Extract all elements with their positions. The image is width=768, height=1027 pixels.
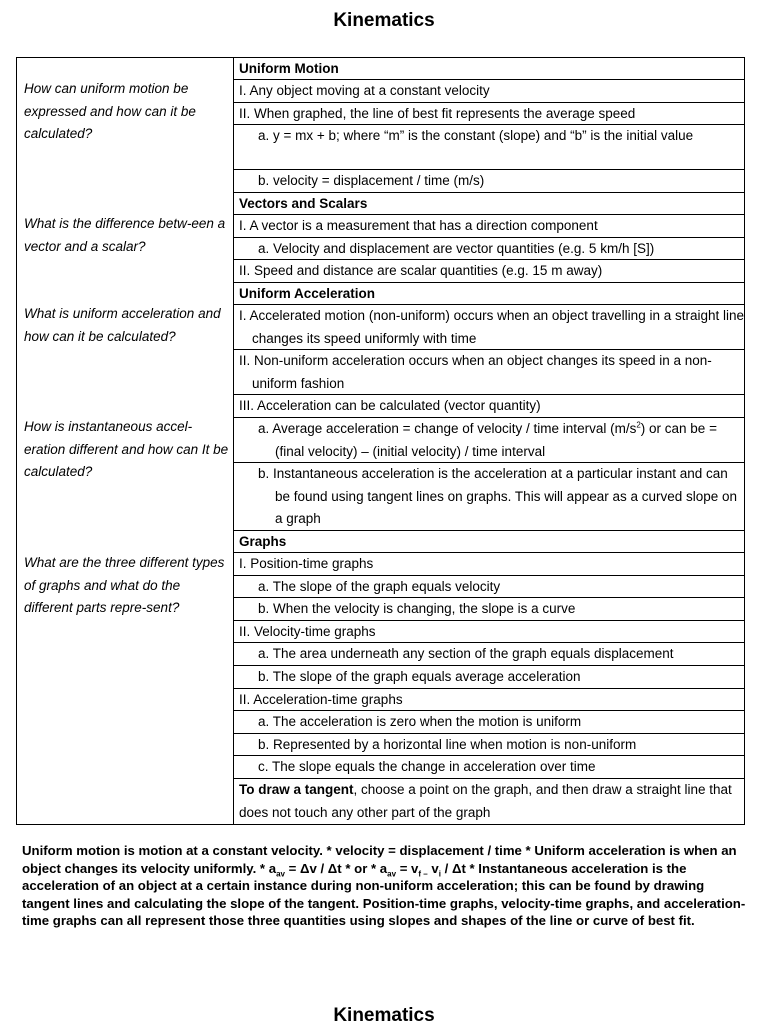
note-row: a. Average acceleration = change of velocity / time interval $(m/s^2)$ or can be = (final velocity) – (initial velocity) / time interval: [234, 418, 744, 463]
note-row: a. y = mx + b; where “m” is the constant (slope) and “b” is the initial value: [234, 125, 744, 170]
section-heading-uniform-acceleration: Uniform Acceleration: [234, 283, 744, 305]
note-row: b. velocity = displacement / time (m/s): [234, 170, 744, 193]
note-row: I. Accelerated motion (non-uniform) occurs when an object travelling in a straight line changes its speed uniformly with time: [234, 305, 744, 350]
question-vector-scalar: What is the difference betw-een a vector and a scalar?: [24, 216, 226, 254]
note-row: b. The slope of the graph equals average acceleration: [234, 666, 744, 689]
note-row: a. Velocity and displacement are vector quantities (e.g. 5 km/h [S]): [234, 238, 744, 260]
section-heading-vectors: Vectors and Scalars: [234, 193, 744, 215]
summary-paragraph: Uniform motion is motion at a constant velocity. * velocity = displacement / time * Uniform acceleration is when an object changes its velocity uniformly. * $a_{av} = \Delta v / \Delta t$ * or * $a_{av} = v_{f -}$ $v_i$ / Δt * Instantaneous acceleration is the acceleration of an object at a certain instance during non-uniform acceleration; this can be found by drawing tangent lines and calculating the slope of the tangent. Position-time graphs, velocity-time graphs, and acceleration-time graphs can all represent those three quantities using slopes and shapes of the line or curve of best fit.: [22, 843, 746, 928]
note-row: b. When the velocity is changing, the slope is a curve: [234, 598, 744, 621]
note-row: b. Represented by a horizontal line when motion is non-uniform: [234, 734, 744, 756]
question-graph-types: What are the three different types of graphs and what do the different parts repre-sent?: [24, 555, 225, 616]
question-instantaneous-acceleration: How is instantaneous accel-eration different and how can It be calculated?: [24, 419, 229, 480]
note-row: I. Position-time graphs: [234, 553, 744, 576]
note-row: II. Acceleration-time graphs: [234, 689, 744, 711]
note-row: I. Any object moving at a constant velocity: [234, 80, 744, 103]
question-uniform-acceleration: What is uniform acceleration and how can it be calculated?: [24, 306, 221, 344]
note-row: II. When graphed, the line of best fit represents the average speed: [234, 103, 744, 125]
section-heading-uniform-motion: Uniform Motion: [234, 58, 744, 80]
note-row: II. Non-uniform acceleration occurs when an object changes its speed in a non-uniform fashion: [234, 350, 744, 395]
note-row: I. A vector is a measurement that has a direction component: [234, 215, 744, 238]
questions-column: [17, 58, 234, 824]
note-row: a. The slope of the graph equals velocity: [234, 576, 744, 598]
note-row: II. Velocity-time graphs: [234, 621, 744, 643]
note-row: a. The area underneath any section of the graph equals displacement: [234, 643, 744, 666]
page-title: Kinematics: [333, 10, 435, 31]
note-row: c. The slope equals the change in acceleration over time: [234, 756, 744, 779]
note-row: b. Instantaneous acceleration is the acceleration at a particular instant and can be found using tangent lines on graphs. This will appear as a curved slope on a graph: [234, 463, 744, 531]
question-uniform-motion: How can uniform motion be expressed and how can it be calculated?: [24, 81, 196, 142]
note-row: a. The acceleration is zero when the motion is uniform: [234, 711, 744, 734]
section-heading-graphs: Graphs: [234, 531, 744, 553]
next-page-title: Kinematics: [333, 1005, 435, 1026]
note-row: II. Speed and distance are scalar quantities (e.g. 15 m away): [234, 260, 744, 283]
notes-column: [234, 58, 744, 824]
notes-table: [16, 57, 745, 825]
note-row: III. Acceleration can be calculated (vector quantity): [234, 395, 744, 418]
tangent-instruction: To draw a tangent, choose a point on the graph, and then draw a straight line that does not touch any other part of the graph: [239, 782, 732, 820]
